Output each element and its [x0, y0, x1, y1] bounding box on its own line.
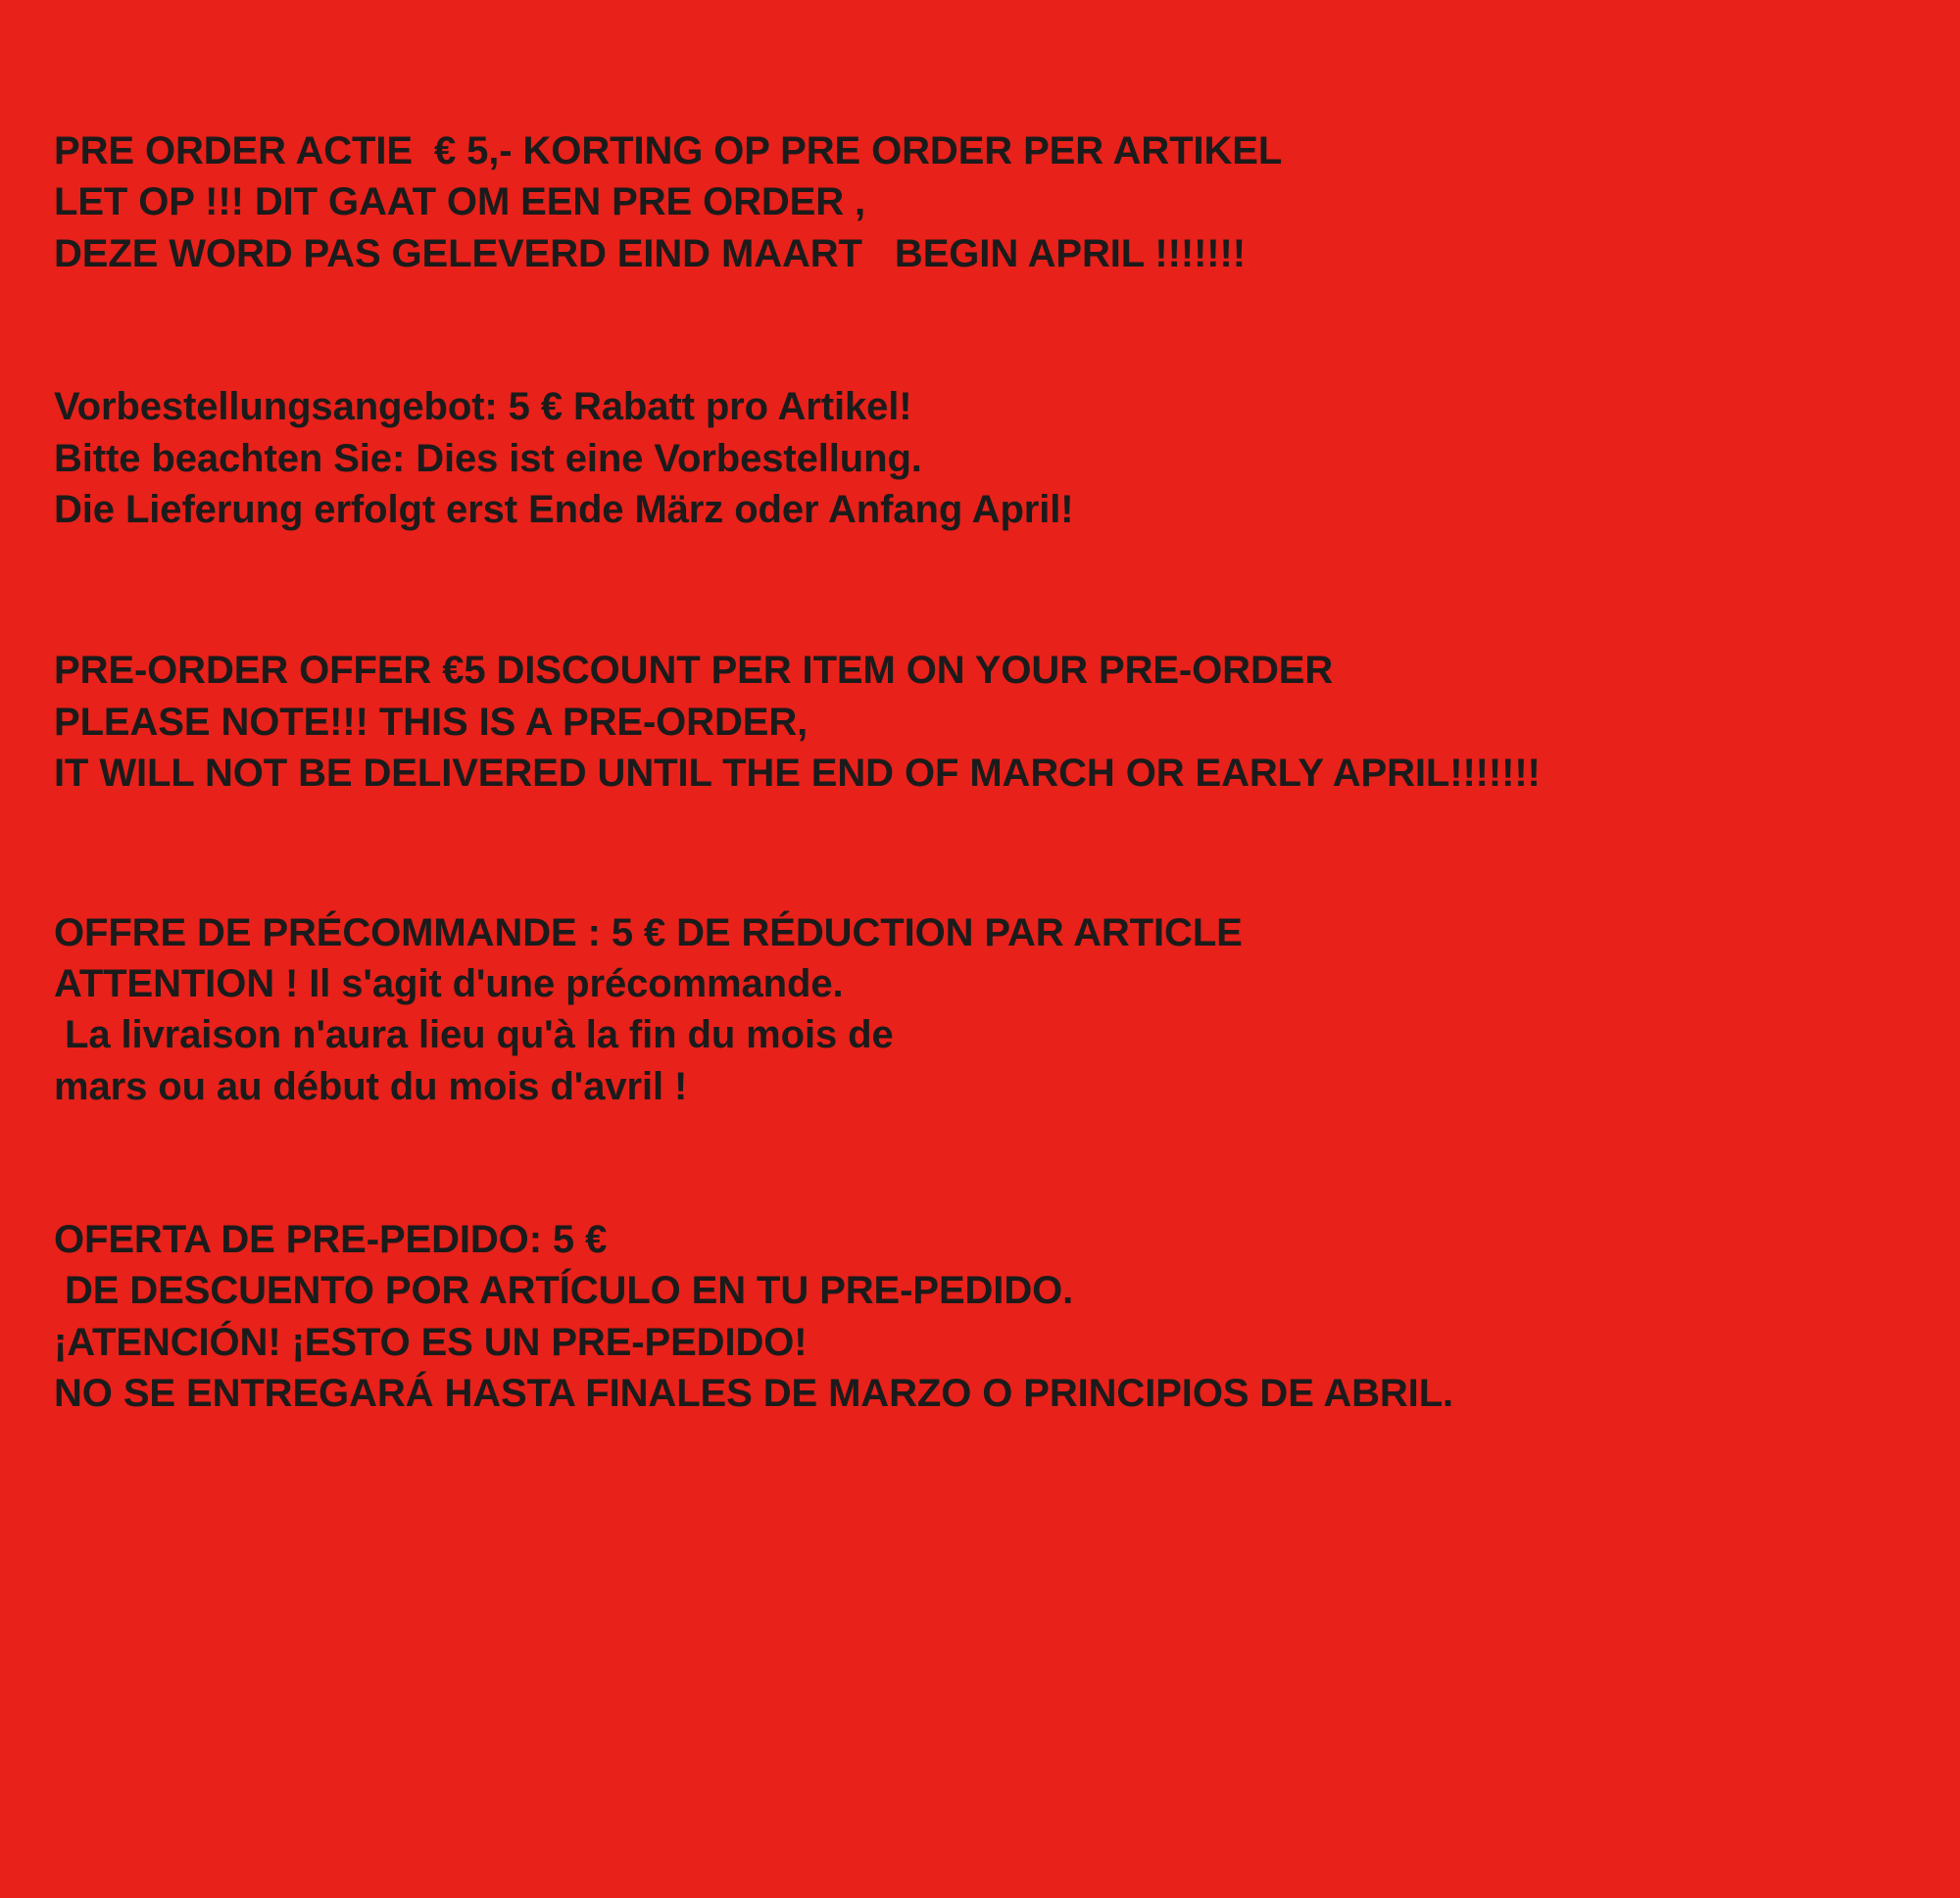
promo-line: LET OP !!! DIT GAAT OM EEN PRE ORDER ,	[54, 180, 866, 224]
promo-line: OFERTA DE PRE-PEDIDO: 5 €	[54, 1218, 608, 1262]
promo-block-french	[54, 907, 1901, 1113]
promo-block-german	[54, 381, 1901, 535]
promo-line: DE DESCUENTO POR ARTÍCULO EN TU PRE-PEDIDO.	[54, 1269, 1074, 1313]
promo-line: DEZE WORD PAS GELEVERD EIND MAART BEGIN APRIL !!!!!!!	[54, 231, 1246, 275]
promo-block-spanish	[54, 1214, 1901, 1420]
promo-line: PRE ORDER ACTIE € 5,- KORTING OP PRE ORDER PER ARTIKEL	[54, 129, 1283, 172]
promo-line: NO SE ENTREGARÁ HASTA FINALES DE MARZO O PRINCIPIOS DE ABRIL.	[54, 1372, 1454, 1416]
promo-line: PLEASE NOTE!!! THIS IS A PRE-ORDER,	[54, 700, 808, 744]
promo-line: ATTENTION ! Il s'agit d'une précommande.	[54, 961, 844, 1005]
promo-block-dutch	[54, 125, 1901, 279]
promo-line: OFFRE DE PRÉCOMMANDE : 5 € DE RÉDUCTION PAR ARTICLE	[54, 910, 1243, 954]
promo-line: IT WILL NOT BE DELIVERED UNTIL THE END OF MARCH OR EARLY APRIL!!!!!!!	[54, 752, 1541, 796]
promo-block-english	[54, 645, 1901, 799]
promo-line: PRE-ORDER OFFER €5 DISCOUNT PER ITEM ON YOUR PRE-ORDER	[54, 649, 1334, 693]
promo-line: La livraison n'aura lieu qu'à la fin du mois de	[54, 1013, 894, 1057]
promo-line: ¡ATENCIÓN! ¡ESTO ES UN PRE-PEDIDO!	[54, 1320, 808, 1364]
promo-line: mars ou au début du mois d'avril !	[54, 1064, 688, 1108]
promo-line: Die Lieferung erfolgt erst Ende März oder Anfang April!	[54, 487, 1074, 531]
promo-line: Vorbestellungsangebot: 5 € Rabatt pro Artikel!	[54, 385, 912, 429]
promo-line: Bitte beachten Sie: Dies ist eine Vorbestellung.	[54, 436, 922, 480]
